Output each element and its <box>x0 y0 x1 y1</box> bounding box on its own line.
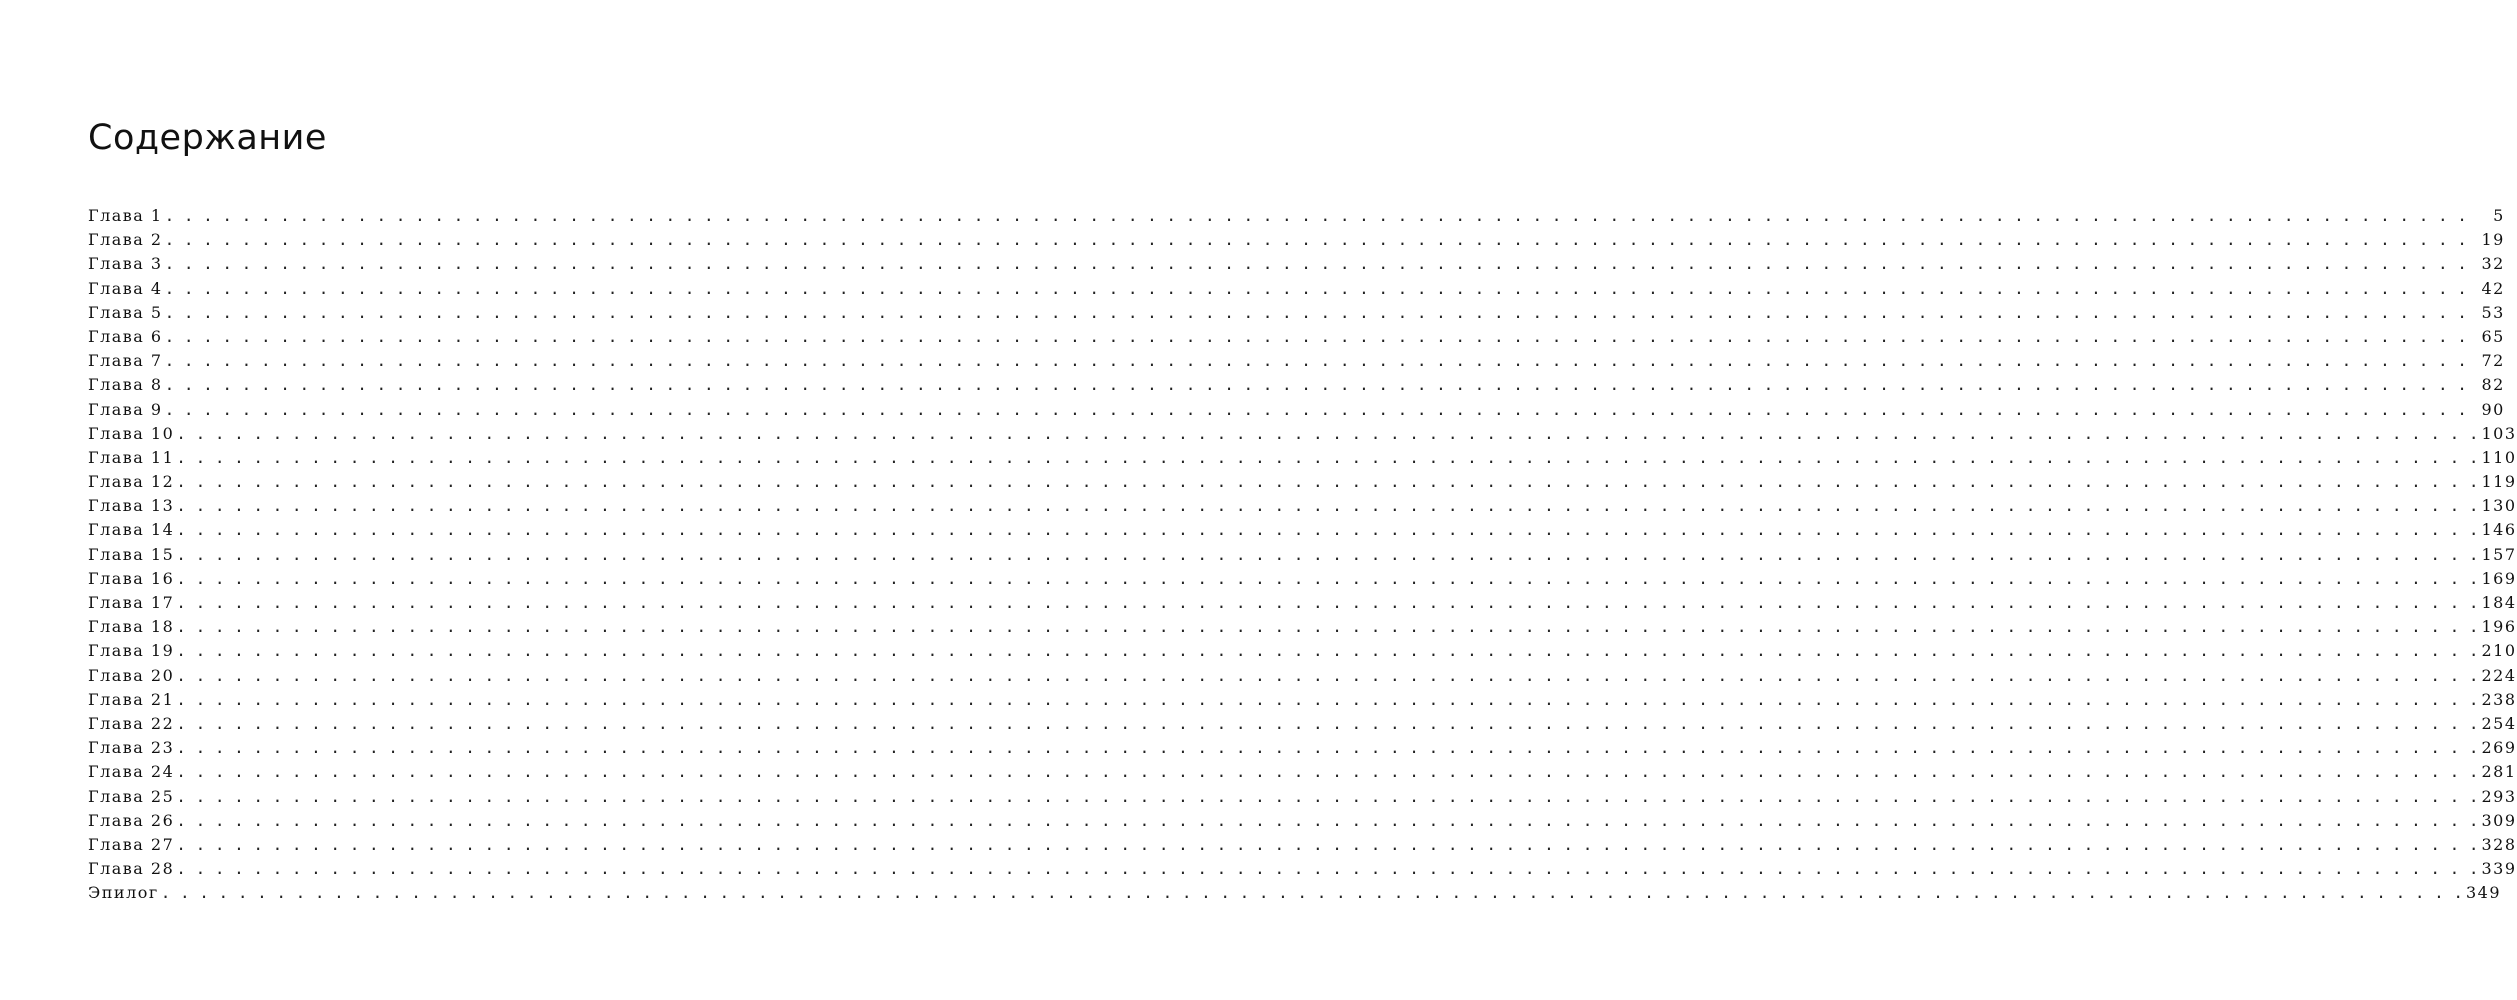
toc-entry-label: Глава 19 <box>88 639 176 663</box>
toc-entry-page-number: 224 <box>2479 664 2517 688</box>
dot-leader: . . . . . . . . . . . . . . . . . . . . . . . . . . . . . . . . . . . . . . . . . . . . . . . . . . . . . . . . . . . . . . . . . . . . . . . . . . . . . . . . . . . . . . . . . . . . . . . . . . . . . . . . . . . . . . . . . . . . . . . . <box>176 544 2479 564</box>
toc-entry-label: Глава 2 <box>88 228 165 252</box>
dot-leader: . . . . . . . . . . . . . . . . . . . . . . . . . . . . . . . . . . . . . . . . . . . . . . . . . . . . . . . . . . . . . . . . . . . . . . . . . . . . . . . . . . . . . . . . . . . . . . . . . . . . . . . . . . . . . . . . . . . . . . . . <box>176 496 2479 516</box>
dot-leader: . . . . . . . . . . . . . . . . . . . . . . . . . . . . . . . . . . . . . . . . . . . . . . . . . . . . . . . . . . . . . . . . . . . . . . . . . . . . . . . . . . . . . . . . . . . . . . . . . . . . . . . . . . . . . . . . . . . . . . . . <box>176 641 2479 661</box>
toc-entry[interactable] <box>88 470 2517 494</box>
toc-entry[interactable] <box>88 615 2517 639</box>
toc-entry-page-number: 281 <box>2479 760 2517 784</box>
toc-entry-page-number: 53 <box>2467 301 2505 325</box>
dot-leader: . . . . . . . . . . . . . . . . . . . . . . . . . . . . . . . . . . . . . . . . . . . . . . . . . . . . . . . . . . . . . . . . . . . . . . . . . . . . . . . . . . . . . . . . . . . . . . . . . . . . . . . . . . . . . . . . . . . . . . . . <box>176 617 2479 637</box>
toc-entry[interactable] <box>88 422 2517 446</box>
toc-entry[interactable] <box>88 277 2505 301</box>
toc-entry-page-number: 90 <box>2467 398 2505 422</box>
page-title: Содержание <box>88 118 327 158</box>
toc-entry-label: Глава 7 <box>88 349 165 373</box>
toc-entry[interactable] <box>88 398 2505 422</box>
dot-leader: . . . . . . . . . . . . . . . . . . . . . . . . . . . . . . . . . . . . . . . . . . . . . . . . . . . . . . . . . . . . . . . . . . . . . . . . . . . . . . . . . . . . . . . . . . . . . . . . . . . . . . . . . . . . . . . . . . . . . . . . <box>176 713 2479 733</box>
toc-entry[interactable] <box>88 518 2517 542</box>
dot-leader: . . . . . . . . . . . . . . . . . . . . . . . . . . . . . . . . . . . . . . . . . . . . . . . . . . . . . . . . . . . . . . . . . . . . . . . . . . . . . . . . . . . . . . . . . . . . . . . . . . . . . . . . . . . . . . . . . . . . . . . . <box>176 859 2479 879</box>
toc-entry[interactable] <box>88 760 2517 784</box>
toc-entry-page-number: 309 <box>2479 809 2517 833</box>
dot-leader: . . . . . . . . . . . . . . . . . . . . . . . . . . . . . . . . . . . . . . . . . . . . . . . . . . . . . . . . . . . . . . . . . . . . . . . . . . . . . . . . . . . . . . . . . . . . . . . . . . . . . . . . . . . . . . . . . . . . . . . . <box>176 665 2479 685</box>
dot-leader: . . . . . . . . . . . . . . . . . . . . . . . . . . . . . . . . . . . . . . . . . . . . . . . . . . . . . . . . . . . . . . . . . . . . . . . . . . . . . . . . . . . . . . . . . . . . . . . . . . . . . . . . . . . . . . . . . . . . . . . . <box>176 810 2479 830</box>
toc-entry[interactable] <box>88 567 2517 591</box>
toc-entry[interactable] <box>88 785 2517 809</box>
table-of-contents <box>88 204 2517 905</box>
toc-entry-page-number: 269 <box>2479 736 2517 760</box>
dot-leader: . . . . . . . . . . . . . . . . . . . . . . . . . . . . . . . . . . . . . . . . . . . . . . . . . . . . . . . . . . . . . . . . . . . . . . . . . . . . . . . . . . . . . . . . . . . . . . . . . . . . . . . . . . . . . . . . . . . . . . . . <box>176 762 2479 782</box>
toc-entry[interactable] <box>88 301 2505 325</box>
toc-entry-page-number: 110 <box>2479 446 2517 470</box>
dot-leader: . . . . . . . . . . . . . . . . . . . . . . . . . . . . . . . . . . . . . . . . . . . . . . . . . . . . . . . . . . . . . . . . . . . . . . . . . . . . . . . . . . . . . . . . . . . . . . . . . . . . . . . . . . . . . . . . . . . . . . . . <box>176 447 2479 467</box>
toc-entry[interactable] <box>88 881 2501 905</box>
toc-entry-page-number: 157 <box>2479 543 2517 567</box>
toc-entry-page-number: 103 <box>2479 422 2517 446</box>
toc-entry-page-number: 82 <box>2467 373 2505 397</box>
toc-entry-page-number: 328 <box>2479 833 2517 857</box>
toc-entry-label: Глава 5 <box>88 301 165 325</box>
toc-entry[interactable] <box>88 712 2517 736</box>
toc-entry-page-number: 65 <box>2467 325 2505 349</box>
dot-leader: . . . . . . . . . . . . . . . . . . . . . . . . . . . . . . . . . . . . . . . . . . . . . . . . . . . . . . . . . . . . . . . . . . . . . . . . . . . . . . . . . . . . . . . . . . . . . . . . . . . . . . . . . . . . . . . . . . . . . . . . <box>176 689 2479 709</box>
toc-entry[interactable] <box>88 833 2517 857</box>
dot-leader: . . . . . . . . . . . . . . . . . . . . . . . . . . . . . . . . . . . . . . . . . . . . . . . . . . . . . . . . . . . . . . . . . . . . . . . . . . . . . . . . . . . . . . . . . . . . . . . . . . . . . . . . . . . . . . . . . . . . . . . . <box>160 883 2463 903</box>
dot-leader: . . . . . . . . . . . . . . . . . . . . . . . . . . . . . . . . . . . . . . . . . . . . . . . . . . . . . . . . . . . . . . . . . . . . . . . . . . . . . . . . . . . . . . . . . . . . . . . . . . . . . . . . . . . . . . . . . . . . . . . . <box>176 786 2479 806</box>
toc-entry[interactable] <box>88 325 2505 349</box>
toc-entry-page-number: 196 <box>2479 615 2517 639</box>
toc-entry-label: Эпилог <box>88 881 161 905</box>
toc-entry-page-number: 349 <box>2463 881 2501 905</box>
dot-leader: . . . . . . . . . . . . . . . . . . . . . . . . . . . . . . . . . . . . . . . . . . . . . . . . . . . . . . . . . . . . . . . . . . . . . . . . . . . . . . . . . . . . . . . . . . . . . . . . . . . . . . . . . . . . . . . . . . . . . . . . <box>164 302 2467 322</box>
dot-leader: . . . . . . . . . . . . . . . . . . . . . . . . . . . . . . . . . . . . . . . . . . . . . . . . . . . . . . . . . . . . . . . . . . . . . . . . . . . . . . . . . . . . . . . . . . . . . . . . . . . . . . . . . . . . . . . . . . . . . . . . <box>164 375 2467 395</box>
toc-entry-label: Глава 15 <box>88 543 176 567</box>
toc-entry-label: Глава 13 <box>88 494 176 518</box>
dot-leader: . . . . . . . . . . . . . . . . . . . . . . . . . . . . . . . . . . . . . . . . . . . . . . . . . . . . . . . . . . . . . . . . . . . . . . . . . . . . . . . . . . . . . . . . . . . . . . . . . . . . . . . . . . . . . . . . . . . . . . . . <box>164 326 2467 346</box>
toc-entry-label: Глава 1 <box>88 204 165 228</box>
toc-entry-label: Глава 8 <box>88 373 165 397</box>
toc-entry[interactable] <box>88 349 2505 373</box>
toc-entry-label: Глава 22 <box>88 712 176 736</box>
dot-leader: . . . . . . . . . . . . . . . . . . . . . . . . . . . . . . . . . . . . . . . . . . . . . . . . . . . . . . . . . . . . . . . . . . . . . . . . . . . . . . . . . . . . . . . . . . . . . . . . . . . . . . . . . . . . . . . . . . . . . . . . <box>176 738 2479 758</box>
dot-leader: . . . . . . . . . . . . . . . . . . . . . . . . . . . . . . . . . . . . . . . . . . . . . . . . . . . . . . . . . . . . . . . . . . . . . . . . . . . . . . . . . . . . . . . . . . . . . . . . . . . . . . . . . . . . . . . . . . . . . . . . <box>176 593 2479 612</box>
toc-entry-label: Глава 24 <box>88 760 176 784</box>
toc-entry-label: Глава 28 <box>88 857 176 881</box>
toc-entry-label: Глава 12 <box>88 470 176 494</box>
toc-entry-page-number: 339 <box>2479 857 2517 881</box>
toc-entry-page-number: 184 <box>2479 591 2517 615</box>
toc-entry-label: Глава 21 <box>88 688 176 712</box>
toc-entry-label: Глава 16 <box>88 567 176 591</box>
toc-entry-label: Глава 17 <box>88 591 176 615</box>
toc-entry-page-number: 19 <box>2467 228 2505 252</box>
toc-entry-label: Глава 11 <box>88 446 176 470</box>
dot-leader: . . . . . . . . . . . . . . . . . . . . . . . . . . . . . . . . . . . . . . . . . . . . . . . . . . . . . . . . . . . . . . . . . . . . . . . . . . . . . . . . . . . . . . . . . . . . . . . . . . . . . . . . . . . . . . . . . . . . . . . . <box>164 230 2467 250</box>
toc-entry-label: Глава 20 <box>88 664 176 688</box>
toc-entry[interactable] <box>88 252 2505 276</box>
toc-entry-page-number: 238 <box>2479 688 2517 712</box>
toc-entry-page-number: 119 <box>2479 470 2517 494</box>
toc-entry[interactable] <box>88 857 2517 881</box>
toc-entry-page-number: 293 <box>2479 785 2517 809</box>
toc-entry[interactable] <box>88 688 2517 712</box>
toc-entry-page-number: 42 <box>2467 277 2505 301</box>
toc-entry-page-number: 72 <box>2467 349 2505 373</box>
toc-entry-label: Глава 25 <box>88 785 176 809</box>
toc-entry[interactable] <box>88 373 2505 397</box>
dot-leader: . . . . . . . . . . . . . . . . . . . . . . . . . . . . . . . . . . . . . . . . . . . . . . . . . . . . . . . . . . . . . . . . . . . . . . . . . . . . . . . . . . . . . . . . . . . . . . . . . . . . . . . . . . . . . . . . . . . . . . . . <box>164 206 2467 225</box>
toc-entry-page-number: 169 <box>2479 567 2517 591</box>
toc-entry[interactable] <box>88 204 2505 228</box>
toc-entry-label: Глава 4 <box>88 277 165 301</box>
toc-entry[interactable] <box>88 664 2517 688</box>
dot-leader: . . . . . . . . . . . . . . . . . . . . . . . . . . . . . . . . . . . . . . . . . . . . . . . . . . . . . . . . . . . . . . . . . . . . . . . . . . . . . . . . . . . . . . . . . . . . . . . . . . . . . . . . . . . . . . . . . . . . . . . . <box>176 423 2479 443</box>
dot-leader: . . . . . . . . . . . . . . . . . . . . . . . . . . . . . . . . . . . . . . . . . . . . . . . . . . . . . . . . . . . . . . . . . . . . . . . . . . . . . . . . . . . . . . . . . . . . . . . . . . . . . . . . . . . . . . . . . . . . . . . . <box>176 834 2479 854</box>
toc-entry-label: Глава 26 <box>88 809 176 833</box>
toc-entry-page-number: 130 <box>2479 494 2517 518</box>
toc-entry-label: Глава 23 <box>88 736 176 760</box>
toc-entry-page-number: 5 <box>2467 204 2505 228</box>
toc-entry-label: Глава 18 <box>88 615 176 639</box>
toc-entry[interactable] <box>88 736 2517 760</box>
toc-entry[interactable] <box>88 446 2517 470</box>
dot-leader: . . . . . . . . . . . . . . . . . . . . . . . . . . . . . . . . . . . . . . . . . . . . . . . . . . . . . . . . . . . . . . . . . . . . . . . . . . . . . . . . . . . . . . . . . . . . . . . . . . . . . . . . . . . . . . . . . . . . . . . . <box>164 254 2467 274</box>
toc-entry-page-number: 254 <box>2479 712 2517 736</box>
toc-entry-page-number: 146 <box>2479 518 2517 542</box>
toc-entry-label: Глава 14 <box>88 518 176 542</box>
toc-entry[interactable] <box>88 543 2517 567</box>
toc-entry-page-number: 210 <box>2479 639 2517 663</box>
toc-entry-label: Глава 3 <box>88 252 165 276</box>
dot-leader: . . . . . . . . . . . . . . . . . . . . . . . . . . . . . . . . . . . . . . . . . . . . . . . . . . . . . . . . . . . . . . . . . . . . . . . . . . . . . . . . . . . . . . . . . . . . . . . . . . . . . . . . . . . . . . . . . . . . . . . . <box>164 278 2467 298</box>
toc-entry[interactable] <box>88 591 2517 615</box>
toc-entry-page-number: 32 <box>2467 252 2505 276</box>
dot-leader: . . . . . . . . . . . . . . . . . . . . . . . . . . . . . . . . . . . . . . . . . . . . . . . . . . . . . . . . . . . . . . . . . . . . . . . . . . . . . . . . . . . . . . . . . . . . . . . . . . . . . . . . . . . . . . . . . . . . . . . . <box>176 472 2479 492</box>
toc-entry[interactable] <box>88 494 2517 518</box>
toc-entry-label: Глава 27 <box>88 833 176 857</box>
toc-entry[interactable] <box>88 809 2517 833</box>
toc-entry-label: Глава 9 <box>88 398 165 422</box>
toc-entry-label: Глава 6 <box>88 325 165 349</box>
dot-leader: . . . . . . . . . . . . . . . . . . . . . . . . . . . . . . . . . . . . . . . . . . . . . . . . . . . . . . . . . . . . . . . . . . . . . . . . . . . . . . . . . . . . . . . . . . . . . . . . . . . . . . . . . . . . . . . . . . . . . . . . <box>164 351 2467 371</box>
toc-entry[interactable] <box>88 228 2505 252</box>
toc-entry[interactable] <box>88 639 2517 663</box>
dot-leader: . . . . . . . . . . . . . . . . . . . . . . . . . . . . . . . . . . . . . . . . . . . . . . . . . . . . . . . . . . . . . . . . . . . . . . . . . . . . . . . . . . . . . . . . . . . . . . . . . . . . . . . . . . . . . . . . . . . . . . . . <box>176 520 2479 540</box>
dot-leader: . . . . . . . . . . . . . . . . . . . . . . . . . . . . . . . . . . . . . . . . . . . . . . . . . . . . . . . . . . . . . . . . . . . . . . . . . . . . . . . . . . . . . . . . . . . . . . . . . . . . . . . . . . . . . . . . . . . . . . . . <box>164 399 2467 419</box>
toc-entry-label: Глава 10 <box>88 422 176 446</box>
dot-leader: . . . . . . . . . . . . . . . . . . . . . . . . . . . . . . . . . . . . . . . . . . . . . . . . . . . . . . . . . . . . . . . . . . . . . . . . . . . . . . . . . . . . . . . . . . . . . . . . . . . . . . . . . . . . . . . . . . . . . . . . <box>176 568 2479 588</box>
